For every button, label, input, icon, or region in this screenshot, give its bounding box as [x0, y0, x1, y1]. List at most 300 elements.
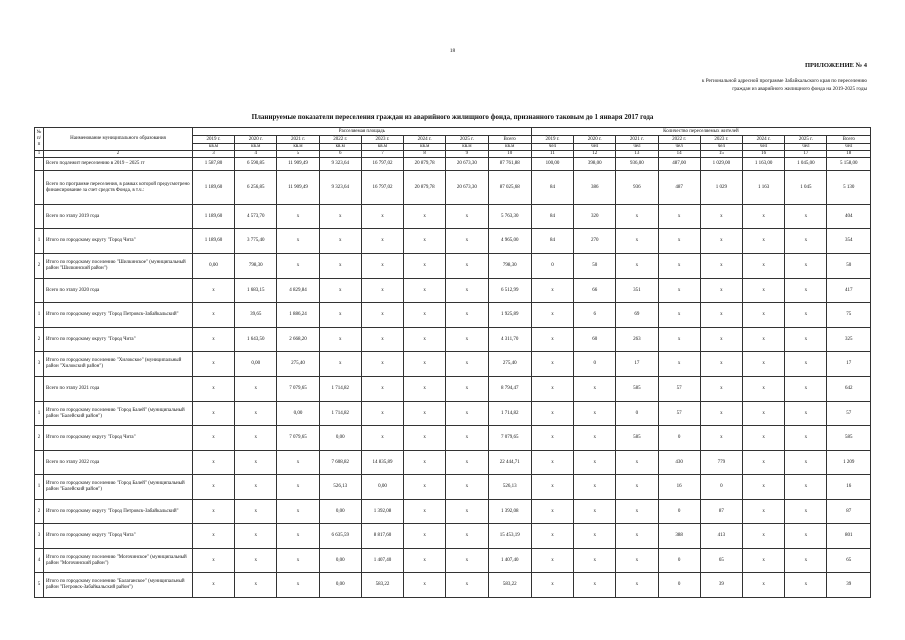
row-number-cell: 1 — [35, 229, 44, 254]
people-value-cell: 16 — [827, 475, 871, 500]
area-value-cell: 11 909,49 — [277, 158, 319, 171]
table-row — [35, 205, 871, 229]
row-number-cell: 1 — [35, 402, 44, 426]
people-value-cell: x — [531, 475, 573, 500]
area-value-cell: 1 683,15 — [235, 279, 277, 303]
people-value-cell: 75 — [827, 303, 871, 328]
area-value-cell: 0,00 — [319, 573, 361, 598]
column-number-cell: 18 — [827, 151, 871, 158]
unit-header: кв.м — [192, 144, 234, 151]
area-value-cell: 14 835,89 — [361, 451, 403, 475]
area-value-cell: x — [446, 549, 488, 573]
table-row — [35, 352, 871, 377]
area-value-cell: x — [235, 451, 277, 475]
area-value-cell: 1 587,80 — [192, 158, 234, 171]
table-row — [35, 171, 871, 205]
people-value-cell: x — [743, 303, 785, 328]
people-value-cell: 57 — [827, 402, 871, 426]
area-value-cell: 526,13 — [319, 475, 361, 500]
unit-header: кв.м — [277, 144, 319, 151]
people-value-cell: x — [574, 549, 616, 573]
people-value-cell: x — [658, 229, 700, 254]
people-value-cell: x — [616, 205, 658, 229]
people-value-cell: x — [785, 352, 827, 377]
page-number: 18 — [449, 48, 456, 54]
year-header: Всего — [827, 136, 871, 144]
people-value-cell: x — [616, 254, 658, 279]
people-value-cell: 585 — [616, 377, 658, 402]
area-value-cell: x — [361, 303, 403, 328]
people-value-cell: 0 — [574, 352, 616, 377]
people-value-cell: x — [785, 500, 827, 524]
column-number-cell: 6 — [319, 151, 361, 158]
row-number-cell: 2 — [35, 254, 44, 279]
area-value-cell: x — [277, 475, 319, 500]
area-value-cell: x — [446, 229, 488, 254]
unit-header: кв.м — [319, 144, 361, 151]
people-value-cell: x — [616, 549, 658, 573]
people-value-cell: 84 — [531, 205, 573, 229]
area-value-cell: x — [404, 500, 446, 524]
area-value-cell: x — [192, 573, 234, 598]
people-value-cell: x — [531, 451, 573, 475]
area-value-cell: 7 608,82 — [319, 451, 361, 475]
area-value-cell: 16 797,02 — [361, 171, 403, 205]
people-value-cell: x — [785, 402, 827, 426]
people-value-cell: 84 — [531, 171, 573, 205]
people-value-cell: x — [658, 328, 700, 352]
people-value-cell: 801 — [827, 524, 871, 549]
people-value-cell: x — [785, 303, 827, 328]
column-number-cell: 1 — [35, 151, 44, 158]
people-value-cell: 413 — [700, 524, 742, 549]
area-value-cell: x — [235, 500, 277, 524]
area-value-cell: 8 794,47 — [488, 377, 531, 402]
people-value-cell: x — [531, 524, 573, 549]
year-header: 2024 г. — [743, 136, 785, 144]
column-number-cell: 14 — [658, 151, 700, 158]
people-value-cell: 17 — [616, 352, 658, 377]
people-value-cell: 1 045,00 — [785, 158, 827, 171]
people-value-cell: x — [785, 524, 827, 549]
people-value-cell: 0 — [700, 475, 742, 500]
people-value-cell: x — [531, 573, 573, 598]
table-row — [35, 549, 871, 573]
area-value-cell: 1 189,60 — [192, 229, 234, 254]
area-value-cell: x — [192, 303, 234, 328]
area-value-cell: x — [192, 549, 234, 573]
municipality-name-cell: Итого по городскому поселению "Балаганское" (муниципальный район "Петровск-Забайкальский район") — [44, 573, 193, 598]
people-value-cell: x — [616, 475, 658, 500]
people-value-cell: 0 — [658, 500, 700, 524]
area-value-cell: 16 797,02 — [361, 158, 403, 171]
area-value-cell: 1 714,82 — [319, 377, 361, 402]
people-value-cell: x — [700, 402, 742, 426]
area-value-cell: 20 673,30 — [446, 171, 488, 205]
year-header: 2022 г. — [319, 136, 361, 144]
people-value-cell: 5 130 — [827, 171, 871, 205]
people-value-cell: x — [574, 426, 616, 451]
people-value-cell: 1 209 — [827, 451, 871, 475]
row-number-cell — [35, 451, 44, 475]
year-header: Всего — [488, 136, 531, 144]
area-value-cell: 1 407,40 — [488, 549, 531, 573]
area-value-cell: 526,13 — [488, 475, 531, 500]
people-value-cell: x — [616, 524, 658, 549]
people-value-cell: x — [700, 205, 742, 229]
area-value-cell: x — [404, 475, 446, 500]
row-number-cell: 2 — [35, 500, 44, 524]
area-value-cell: x — [446, 205, 488, 229]
area-value-cell: x — [319, 229, 361, 254]
area-value-cell: x — [446, 402, 488, 426]
unit-header: кв.м — [404, 144, 446, 151]
area-value-cell: 1 925,89 — [488, 303, 531, 328]
table-row — [35, 402, 871, 426]
area-value-cell: 0,00 — [277, 402, 319, 426]
area-value-cell: 8 817,60 — [361, 524, 403, 549]
column-number-cell: 7 — [361, 151, 403, 158]
area-value-cell: 1 407,40 — [361, 549, 403, 573]
area-value-cell: x — [235, 377, 277, 402]
people-value-cell: x — [785, 426, 827, 451]
area-value-cell: 22 444,71 — [488, 451, 531, 475]
area-value-cell: x — [192, 426, 234, 451]
people-value-cell: 398,00 — [574, 158, 616, 171]
area-value-cell: 798,30 — [235, 254, 277, 279]
table-row — [35, 158, 871, 171]
column-number-cell: 8 — [404, 151, 446, 158]
column-number-cell: 9 — [446, 151, 488, 158]
people-value-cell: 487,00 — [658, 158, 700, 171]
people-value-cell: x — [743, 279, 785, 303]
people-value-cell: x — [531, 500, 573, 524]
area-value-cell: x — [404, 352, 446, 377]
resettlement-table — [34, 127, 871, 598]
table-row — [35, 229, 871, 254]
people-value-cell: x — [574, 402, 616, 426]
area-value-cell: x — [235, 573, 277, 598]
table-row — [35, 303, 871, 328]
area-value-cell: x — [446, 451, 488, 475]
people-value-cell: 0 — [658, 426, 700, 451]
area-value-cell: 1 714,82 — [488, 402, 531, 426]
people-value-cell: 642 — [827, 377, 871, 402]
people-value-cell: 1 045 — [785, 171, 827, 205]
column-number-cell: 5 — [277, 151, 319, 158]
people-value-cell: 1 163,00 — [743, 158, 785, 171]
area-value-cell: x — [404, 254, 446, 279]
area-value-cell: 1 189,60 — [192, 171, 234, 205]
people-value-cell: x — [531, 549, 573, 573]
area-value-cell: 11 909,49 — [277, 171, 319, 205]
people-value-cell: x — [700, 254, 742, 279]
appendix-subtitle — [527, 77, 867, 93]
row-number-cell — [35, 377, 44, 402]
year-header: 2019 г. — [192, 136, 234, 144]
area-value-cell: x — [446, 254, 488, 279]
column-number-cell: 11 — [531, 151, 573, 158]
appendix-title: ПРИЛОЖЕНИЕ № 4 — [804, 62, 867, 69]
area-value-cell: x — [446, 352, 488, 377]
area-group-header: Расселяемая площадь — [192, 128, 531, 136]
area-value-cell: 6 635,59 — [319, 524, 361, 549]
area-value-cell: x — [446, 475, 488, 500]
people-value-cell: x — [700, 426, 742, 451]
people-value-cell: x — [616, 229, 658, 254]
people-value-cell: x — [531, 426, 573, 451]
row-number-cell: 3 — [35, 352, 44, 377]
municipality-name-cell: Всего по этапу 2020 года — [44, 279, 193, 303]
column-number-cell: 4 — [235, 151, 277, 158]
people-value-cell: x — [700, 328, 742, 352]
municipality-name-cell: Итого по городскому поселению "Могочинское" (муниципальный район "Могочинский район") — [44, 549, 193, 573]
year-header: 2024 г. — [404, 136, 446, 144]
unit-header: чел — [616, 144, 658, 151]
people-value-cell: x — [785, 451, 827, 475]
area-value-cell: x — [235, 475, 277, 500]
column-number-cell: 15 — [700, 151, 742, 158]
people-value-cell: x — [574, 475, 616, 500]
municipality-name-cell: Всего по этапу 2019 года — [44, 205, 193, 229]
people-value-cell: 1 163 — [743, 171, 785, 205]
area-value-cell: 583,22 — [488, 573, 531, 598]
people-value-cell: 0 — [658, 549, 700, 573]
area-value-cell: 0,00 — [235, 352, 277, 377]
year-header: 2019 г. — [531, 136, 573, 144]
area-value-cell: 9 323,64 — [319, 171, 361, 205]
area-value-cell: x — [192, 279, 234, 303]
municipality-name-cell: Итого по городскому поселению "Шилкинское" (муниципальный район "Шилкинский район") — [44, 254, 193, 279]
area-value-cell: 7 079,65 — [277, 426, 319, 451]
area-value-cell: x — [319, 205, 361, 229]
people-value-cell: 417 — [827, 279, 871, 303]
people-value-cell: 16 — [658, 475, 700, 500]
area-value-cell: x — [361, 426, 403, 451]
table-row — [35, 524, 871, 549]
area-value-cell: 275,40 — [488, 352, 531, 377]
people-value-cell: 0 — [658, 573, 700, 598]
table-body — [35, 158, 871, 598]
municipality-name-cell: Всего подлежит переселению в 2019 – 2025 гг — [44, 158, 193, 171]
municipality-name-cell: Итого по городскому поселению "Город Балей" (муниципальный район "Балейский район") — [44, 402, 193, 426]
area-value-cell: x — [404, 402, 446, 426]
people-value-cell: 17 — [827, 352, 871, 377]
area-value-cell: x — [319, 352, 361, 377]
year-header: 2020 г. — [235, 136, 277, 144]
people-value-cell: x — [574, 451, 616, 475]
year-header: 2022 г. — [658, 136, 700, 144]
area-value-cell: x — [235, 524, 277, 549]
people-value-cell: x — [574, 573, 616, 598]
header-row-groups — [35, 128, 871, 136]
area-value-cell: x — [404, 205, 446, 229]
table-row — [35, 279, 871, 303]
area-value-cell: 1 189,60 — [192, 205, 234, 229]
area-value-cell: 0,00 — [361, 475, 403, 500]
people-value-cell: x — [743, 254, 785, 279]
area-value-cell: 4 311,70 — [488, 328, 531, 352]
area-value-cell: x — [277, 229, 319, 254]
area-value-cell: 1 714,82 — [319, 402, 361, 426]
people-value-cell: x — [700, 377, 742, 402]
people-value-cell: x — [616, 451, 658, 475]
area-value-cell: x — [404, 229, 446, 254]
area-value-cell: x — [319, 303, 361, 328]
area-value-cell: 20 879,78 — [404, 158, 446, 171]
area-value-cell: 3 775,40 — [235, 229, 277, 254]
people-value-cell: x — [574, 524, 616, 549]
people-value-cell: x — [700, 303, 742, 328]
area-value-cell: 583,22 — [361, 573, 403, 598]
people-value-cell: x — [743, 573, 785, 598]
year-header: 2021 г. — [616, 136, 658, 144]
people-value-cell: 430 — [658, 451, 700, 475]
people-value-cell: 936,00 — [616, 158, 658, 171]
people-value-cell: x — [700, 279, 742, 303]
row-number-cell — [35, 279, 44, 303]
people-value-cell: 320 — [574, 205, 616, 229]
unit-header: кв.м — [235, 144, 277, 151]
area-value-cell: x — [404, 451, 446, 475]
area-value-cell: x — [235, 549, 277, 573]
area-value-cell: x — [277, 573, 319, 598]
people-value-cell: x — [700, 229, 742, 254]
municipality-name-cell: Итого по городскому поселению "Хилокское" (муниципальный район "Хилокский район") — [44, 352, 193, 377]
area-value-cell: 87 761,88 — [488, 158, 531, 171]
area-value-cell: 0,00 — [319, 549, 361, 573]
municipality-name-cell: Итого по городскому округу "Город Чита" — [44, 229, 193, 254]
people-value-cell: x — [743, 500, 785, 524]
people-value-cell: 1 029 — [700, 171, 742, 205]
row-number-cell: 2 — [35, 426, 44, 451]
area-value-cell: x — [192, 377, 234, 402]
people-value-cell: x — [785, 549, 827, 573]
people-value-cell: x — [785, 229, 827, 254]
table-row — [35, 475, 871, 500]
people-group-header: Количество переселяемых жителей — [531, 128, 870, 136]
area-value-cell: 5 763,30 — [488, 205, 531, 229]
area-value-cell: 20 879,78 — [404, 171, 446, 205]
municipality-name-cell: Всего по этапу 2021 года — [44, 377, 193, 402]
area-value-cell: x — [277, 549, 319, 573]
people-value-cell: x — [574, 500, 616, 524]
people-value-cell: x — [785, 279, 827, 303]
area-value-cell: x — [404, 303, 446, 328]
area-value-cell: x — [446, 500, 488, 524]
area-value-cell: x — [361, 377, 403, 402]
table-row — [35, 500, 871, 524]
row-number-cell — [35, 171, 44, 205]
people-value-cell: x — [743, 328, 785, 352]
people-value-cell: x — [531, 303, 573, 328]
area-value-cell: 4 829,84 — [277, 279, 319, 303]
column-number-cell: 16 — [743, 151, 785, 158]
people-value-cell: x — [743, 205, 785, 229]
people-value-cell: x — [531, 279, 573, 303]
people-value-cell: 487 — [658, 171, 700, 205]
table-row — [35, 451, 871, 475]
unit-header: чел — [743, 144, 785, 151]
area-value-cell: 4 573,70 — [235, 205, 277, 229]
area-value-cell: x — [404, 377, 446, 402]
row-number-cell — [35, 158, 44, 171]
people-value-cell: 585 — [616, 426, 658, 451]
area-value-cell: x — [446, 573, 488, 598]
area-value-cell: x — [446, 426, 488, 451]
municipality-name-cell: Итого по городскому поселению "Город Балей" (муниципальный район "Балейский район") — [44, 475, 193, 500]
area-value-cell: 6 590,85 — [235, 158, 277, 171]
area-value-cell: 0,00 — [192, 254, 234, 279]
people-value-cell: x — [743, 475, 785, 500]
area-value-cell: x — [446, 279, 488, 303]
table-row — [35, 377, 871, 402]
people-value-cell: 404 — [827, 205, 871, 229]
area-value-cell: x — [319, 254, 361, 279]
people-value-cell: x — [531, 328, 573, 352]
area-value-cell: x — [192, 475, 234, 500]
year-header: 2025 г. — [785, 136, 827, 144]
header-row-column-numbers — [35, 151, 871, 158]
area-value-cell: x — [446, 524, 488, 549]
column-number-cell: 10 — [488, 151, 531, 158]
year-header: 2021 г. — [277, 136, 319, 144]
area-value-cell: 6 512,99 — [488, 279, 531, 303]
people-value-cell: 5 158,00 — [827, 158, 871, 171]
area-value-cell: x — [446, 303, 488, 328]
people-value-cell: 386 — [574, 171, 616, 205]
appendix-subtitle-line2: граждан из аварийного жилищного фонда на 2019-2025 годы — [732, 86, 867, 92]
people-value-cell: x — [785, 328, 827, 352]
area-value-cell: x — [361, 229, 403, 254]
area-value-cell: x — [404, 549, 446, 573]
area-value-cell: x — [277, 451, 319, 475]
col-number-header: № п/п — [35, 128, 44, 151]
municipality-name-cell: Всего по программе переселения, в рамках которой предусмотрено финансирование за счет средств Фонда, в т.ч.: — [44, 171, 193, 205]
people-value-cell: x — [616, 573, 658, 598]
people-value-cell: x — [658, 352, 700, 377]
people-value-cell: x — [743, 426, 785, 451]
municipality-name-cell: Итого по городскому округу "Город Петровск-Забайкальский" — [44, 303, 193, 328]
people-value-cell: x — [785, 254, 827, 279]
area-value-cell: 1 392,08 — [361, 500, 403, 524]
row-number-cell: 3 — [35, 524, 44, 549]
row-number-cell: 5 — [35, 573, 44, 598]
people-value-cell: x — [531, 377, 573, 402]
people-value-cell: 65 — [700, 549, 742, 573]
area-value-cell: 87 025,68 — [488, 171, 531, 205]
people-value-cell: 0 — [616, 402, 658, 426]
unit-header: кв.м — [446, 144, 488, 151]
people-value-cell: 66 — [574, 279, 616, 303]
people-value-cell: x — [743, 229, 785, 254]
area-value-cell: x — [319, 279, 361, 303]
area-value-cell: 2 668,20 — [277, 328, 319, 352]
area-value-cell: x — [446, 377, 488, 402]
unit-header: чел — [531, 144, 573, 151]
area-value-cell: x — [446, 328, 488, 352]
area-value-cell: 39,65 — [235, 303, 277, 328]
area-value-cell: x — [235, 402, 277, 426]
people-value-cell: x — [743, 402, 785, 426]
people-value-cell: 351 — [616, 279, 658, 303]
municipality-name-cell: Итого по городскому округу "Город Чита" — [44, 524, 193, 549]
municipality-name-cell: Итого по городскому округу "Город Чита" — [44, 426, 193, 451]
people-value-cell: 263 — [616, 328, 658, 352]
year-header: 2023 г. — [700, 136, 742, 144]
col-name-header: Наименование муниципального образования — [44, 128, 193, 151]
people-value-cell: 84 — [531, 229, 573, 254]
